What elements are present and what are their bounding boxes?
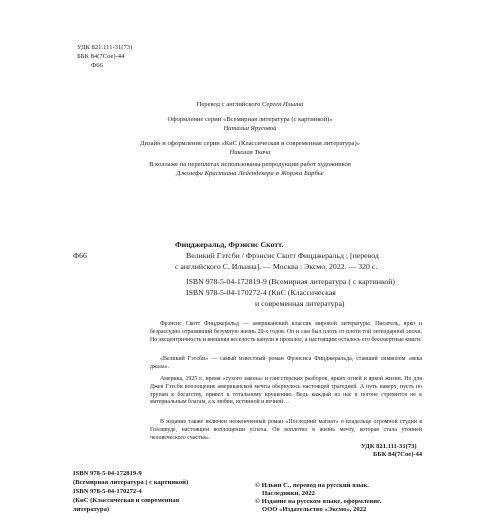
isbn-bottom-2: ISBN 978-5-04-170272-4 (73, 488, 142, 495)
translation-label: Перевод с английского (196, 101, 261, 108)
series-design-credit: Оформление серии «Всемирная литература (с картинкой)» (167, 116, 333, 123)
author-sign-left: Ф66 (73, 251, 87, 260)
translator-name: Сергея Ильина (262, 101, 304, 108)
copyright-translation-heirs: Наследники, 2022 (262, 490, 315, 497)
collage-artist-1: Джозефа Кристиана Лейендекера (176, 170, 274, 177)
bib-line-1: Великий Гэтсби / Фрэнсис Скотт Фицджеральд ; [перевод (186, 251, 379, 260)
isbn-bottom-2b: (КиС (Классическая и современная (73, 497, 180, 504)
annotation-paragraph-1: Фрэнсис Скотт Фицджеральд — американский классик мировой литературы. Писатель, ярко и безрассудно отразивший безумную жизнь 20-х годов. Он и сам был плоть от плоти той легендарной эпохи. Но эксцентричность и внешняя веселость канули в прошлое, а настоящим осталось его бессмертные книги. (150, 321, 422, 343)
author-sign-top: Ф66 (91, 62, 103, 69)
copyright-translation: © Ильин С., перевод на русский язык. (255, 482, 369, 489)
bib-line-2: с английского С. Ильина]. — Москва : Эксмо, 2022. — 320 с. (175, 262, 378, 271)
collage-and: и (273, 170, 281, 177)
kis-design-credit: Дизайн и оформление серии «КиС (Классическая и современная литература)» (140, 140, 360, 147)
isbn-bottom-1b: (Всемирная литература ( с картинкой) (73, 479, 189, 486)
isbn-line-1: ISBN 978-5-04-172819-9 (Всемирная литература ( с картинкой) (186, 277, 396, 286)
isbn-bottom-1: ISBN 978-5-04-172819-9 (73, 470, 142, 477)
bbk-right: ББК 84(7Сое)-44 (373, 451, 423, 458)
udk-code: УДК 821.111-31(73) (77, 44, 133, 51)
kis-design-person: Николая Ткача (229, 149, 271, 156)
annotation-paragraph-2: «Великий Гэтсби» — самый известный роман Фрэнсиса Фицджеральда, ставший символом «века джаза». (150, 356, 422, 370)
bbk-code: ББК 84(7Сое)-44 (77, 53, 125, 60)
copyright-edition: © Издание на русском языке, оформление. (255, 498, 382, 505)
isbn-line-2: ISBN 978-5-04-170272-4 (КиС (Классическая (186, 288, 336, 297)
annotation-paragraph-3: Америка, 1925 г., время «сухого закона» и гангстерских разборок, ярких огней и яркой жизни. Но для Джея Гэтсби воплощение американской мечты обернулось настоящей трагедией. А путь наверх, пусть по трупам к богатству, привел к тотальному крушению. Ведь каждый из нас в погоне стремится не к материальным благам, а к любви, истинной и вечной… (150, 376, 422, 406)
isbn-bottom-2c: литература) (73, 506, 110, 513)
isbn-line-2b: и современная литература) (255, 299, 345, 308)
author-heading: Фицджеральд, Фрэнсис Скотт. (175, 240, 284, 249)
copyright-publisher: ООО «Издательство «Эксмо», 2022 (262, 506, 367, 513)
translation-credit (80, 101, 420, 109)
series-design-person: Натальи Ярусовой (223, 125, 277, 132)
collage-artist-2: Жоржа Барбье (280, 170, 324, 177)
udk-right: УДК 821.111-31(73) (361, 443, 417, 450)
collage-artists (80, 170, 420, 178)
annotation-paragraph-4: В издание также включен неоконченный роман «Последний магнат» о владельце огромной студии в Голливуде, настоящем воплощении успеха. Он воплотил в жизнь мечту, которая стала утопией человеческого счастья». (150, 419, 422, 441)
collage-credit: В коллаже на переплетах использованы репродукции работ художников (149, 161, 351, 168)
